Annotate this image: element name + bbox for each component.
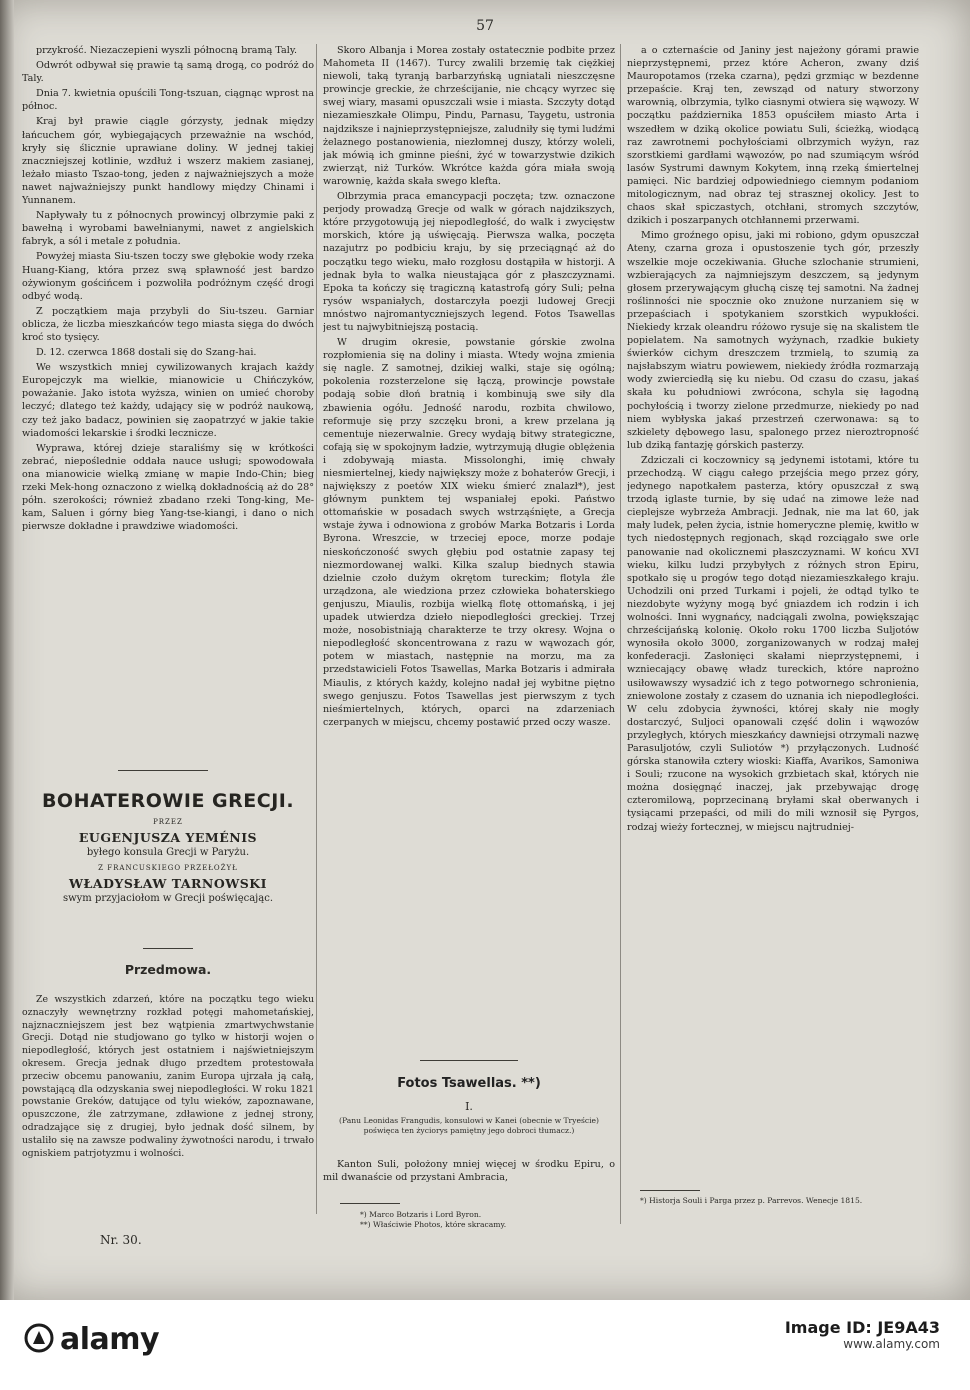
footnote: **) Właściwie Photos, które skracamy. — [360, 1220, 507, 1229]
footnotes — [360, 1210, 610, 1230]
paragraph: Dnia 7. kwietnia opuścili Tong-tszuan, ciągnąc wprost na północ. — [22, 88, 314, 113]
paragraph: Zdziczali ci koczownicy są jedynemi istotami, które tu przechodzą. W ciągu całego przejścia mego przez góry, jedynego napotkałem pasterza, który opuszczał z swą trzodą iglaste turnie, by się udać na zimowe leże nad cieplejsze wybrzeża Ambracji. Jednak, nie ma lat 60, jak mały ludek, pełen życia, istnie homeryczne plemię, kwitło w tych niedostępnych regjonach, skąd rozciągało swe orle panowanie nad okolicznemi płaszczyznami. W końcu XVI wieku, kilku ludzi przybyłych z różnych stron Epiru, spotkało się u progów tego dotąd niezamieszkałego kraju. Uchodzili oni przed Turkami i pojeli, że odtąd tylko te niezdobyte wyżyny mogą być gniazdem ich rodzin i ich wolności. Inni wygnańcy, nadciągali zwolna, powiększając chrześcijańską kolonię. Około roku 1700 liczba Suljotów wynosiła około 3000, zorganizowanych w rodzaj małej konfederacji. Zasłonięci skałami nieprzystępnemi, i wzniecający obawę władz tureckich, które naprożno usiłowawszy wysadzić ich z tego potwornego schronienia, zniewolone zostały z czasem do uznania ich niepodległości. W celu zdobycia żywności, której skały nie mogły dostarczyć, Suljoci opanowali część dolin i wąwozów przyległych, których mieszkańcy dawniejsi otrzymali nazwę Parasuljotów, czyli Suliotów *) przyłączonych. Ludność górska stanowiła cztery wioski: Kiaffa, Avarikos, Samoniwa i Souli; rzucone na wysokich grzbietach skał, których nie można dosięgnąć inaczej, jak przebywając drogę czteromilową, poprzecinaną bryłami skał oberwanych i tysiącami przepaści, od mili do mili wznosił się Pyrgos, rodzaj wieży fortecznej, w miejscu najtrudniej- — [627, 454, 919, 833]
preface-text — [22, 994, 314, 1222]
paragraph: Napływały tu z północnych prowincyj olbrzymie paki z bawełną i wyrobami bawełnianymi, nawet z angielskich fabryk, a sól i metale z południa. — [22, 210, 314, 248]
paragraph: Skoro Albanja i Morea zostały ostatecznie podbite przez Mahometa II (1467). Turcy zwalili brzemię tak ciężkiej niewoli, taką tyranją barbarzyńską ugniatali nieszczęsne prowincje greckie, że chrześcijanie, nie chcący wyrzec się swej wiary, masami opuszczali wsie i miasta. Szczyty dotąd niezamieszkałe Olimpu, Pindu, Parnasu, Taygetu, ustronia najdziksze i najnieprzystępniejsze, zaludniły się tymi ludźmi żelaznego postanowienia, niezłomnej duszy, którzy woleli, jak mówią ich gminne pieśni, żyć w towarzystwie dzikich zwierząt, niż Turków. Wkrótce każda góra miała swoją warownię, każda skała swego klefta. — [323, 45, 615, 187]
binding-gutter-shadow — [0, 0, 14, 1300]
paragraph: Odwrót odbywał się prawie tą samą drogą, co podróż do Taly. — [22, 60, 314, 85]
translated-label: Z FRANCUSKIEGO PRZEŁOŻYŁ — [98, 864, 238, 872]
paragraph: Powyżej miasta Siu-tszen toczy swe głębokie wody rzeka Huang-Kiang, która przez swą spławność jest bardzo ożywionym gościńcem i pozwoliła podróżnym część drogi odbyć wodą. — [22, 251, 314, 302]
preface-heading: Przedmowa. — [124, 962, 212, 977]
section-divider — [118, 770, 208, 771]
footnote: *) Marco Botzaris i Lord Byron. — [360, 1210, 482, 1219]
column-3 — [627, 44, 919, 1204]
brand-url: www.alamy.com — [843, 1337, 940, 1351]
section-divider — [420, 1060, 518, 1061]
section-divider — [143, 948, 193, 949]
column-1 — [22, 44, 314, 704]
issue-number: Nr. 30. — [100, 1233, 142, 1247]
footnote: *) Historja Souli i Parga przez p. Parrevos. Wenecje 1815. — [640, 1196, 863, 1205]
paragraph: Kanton Suli, położony mniej więcej w środku Epiru, o mil dwanaście od przystani Ambracia, — [323, 1159, 615, 1184]
chapter-number: I. — [465, 1100, 473, 1113]
paragraph: Mimo groźnego opisu, jaki mi robiono, gdym opuszczał Ateny, czarna groza i opustoszenie tych gór, przeszły wszelkie moje oczekiwania. Głuche szlochanie strumieni, wzbierających za najmniejszym deszczem, są jedynym głosem przerywającym głuchą ciszę tej samotni. Na żadnej roślinności nie spocznie oko znużone nurzaniem się w przepaściach i spotykaniem szorstkich wypukłości. Niekiedy krzak oleandru różowo rysuje się na skalistem tle popielatem. Na samotnych wyżynach, rzadkie bukiety świerków cichym dreszczem trzmielą, to szumią za najsłabszym wiatru powiewem, niekiedy żródła rozmarzają wody zwierciedłą się ku niebu. Od czasu do czasu, jakaś skała ku południowi zwrócona, schyla się łagodną pochyłością i tworzy zielone przedmurze, niekiedy po nad niem wybłyska jakaś przestrzeń czerwonawa: są to szkielety dębowego lasu, spalonego przez nieroztropność lub dziką fantazję górskich pasterzy. — [627, 230, 919, 451]
author-name: EUGENJUSZA YEMÉNIS — [78, 830, 258, 845]
paragraph: Ze wszystkich zdarzeń, które na początku tego wieku oznaczyły wewnętrzny rozkład potęgi mahometańskiej, najznaczniejszem jest bez wątpienia zmartwychwstanie Grecji. Dotąd nie studjowano go tylko w historji wojen o niepodległość, których jest ostatniem i najświetniejszym okresem. Grecja jednak długo przedtem protestowała przeciw obcemu panowaniu, zanim Europa ujrzała ją całą, powstającą dla odzyskania swej niepodległości. W roku 1821 powstanie Greków, datujące od tylu wieków, zapoznawane, opuszczone, źle zatrzymane, zdławione z jednej strony, odradzające się z drugiej, było jednak dość silnem, by ustaliło się na zawsze podwaliny żywotności narodu, i trwało ogniskiem patrjotyzmu i wolności. — [22, 994, 314, 1159]
paragraph: Olbrzymia praca emancypacji poczęta; tzw. oznaczone perjody prowadzą Grecje od walk w górach najdzikszych, które przygotowują jej niepodległość, do walk i zwycięstw morskich, które ją uświęcają. Pierwsza walka, poczęta nazajutrz po podbiciu kraju, by się przeciągnąć aż do początku tego wieku, mało rozgłosu dostąpiła w historji. A jednak była to walka nieustająca gór z płaszczyznami. Epoka ta kończy się tragiczną katastrofą góry Suli; pełna rysów wspaniałych, dostarczyła poezji ludowej Grecji mnóstwo najromantyczniejszych legend. Fotos Tsawellas jest tu najwybitniejszą postacią. — [323, 191, 615, 333]
chapter-text — [323, 1158, 615, 1198]
paragraph: Wyprawa, której dzieje staraliśmy się w krótkości zebrać, niepoślednie oddała nauce usługi; spowodowała ona mianowicie wielką zmianę w mapie Indo-Chin; bieg rzeki Mek-hong oznaczono z wielką dokładnością aż do 28° półn. szerokości; również zbadano rzeki Tong-king, Me-kam, Saluen i górny bieg Yang-tse-kiangi, i dano o nich pierwsze dokładne i prawdziwe wiadomości. — [22, 442, 314, 533]
alamy-logo — [24, 1322, 159, 1357]
page-number: 57 — [476, 18, 494, 34]
image-id-block — [785, 1318, 940, 1351]
column-separator — [620, 44, 621, 1224]
brand-name: alamy — [60, 1322, 160, 1357]
paragraph: W drugim okresie, powstanie górskie zwolna rozpłomienia się na doliny i miasta. Wtedy wojna zmienia się nagle. Z samotnej, dzikiej walki, staje się ogólną; pokolenia rozsterzelone się łączą, prowincje powstałe podają sobie dłoń bratnią i kombinują swe siły dla zbawienia ogółu. Jedność narodu, rozbita chwilowo, reformuje się przy szczęku broni, a krew przelana ją cementuje niezerwalnie. Grecy wydają bitwy strategiczne, cofają się w spokojnym ładzie, wytrzymują długie oblężenia i zdobywają miasta. Missolonghi, imię chwały niesmiertelnej, kiedy największy może z bohaterów Grecji, i największy z poetów XIX wieku śmierć znalazł*), jest głównym punktem tej wspaniałej epoki. Państwo ottomańskie w posadach swych wstrząśnięte, a Grecja wstaje żywa i odnowiona z grobów Marka Botzaris i Lorda Byrona. Wreszcie, w trzeciej epoce, morze podaje nieskończoność swych głębiu pod ostatnie zapasy tej niezmordowanej walki. Kilka szalup biednych stawia dzielnie czoło dużym okrętom tureckim; flotyla źle urządzona, ale wiedziona przez człowieka bohaterskiego genjuszu, Miaulis, rozbija wielką flotę ottomańską, i jej upadek utwierdza dzieło niepodległości greckiej. Trzej może, nosobistniają charakterze te trzy okresy. Wojna o niepodległość skoncentrowana z razu w wąwozach gór, potem w miastach, następnie na morzu, ma za przedstawicieli Fotos Tsawellas, Marka Botzaris i admirała Miaulis, z których każdy, kolejno nadał jej wybitne piętno swego genjuszu. Fotos Tsawellas jest pierwszym z tych nieśmiertelnych, których, oparci na zdarzeniach czerpanych w miejscu, chcemy postawić przed oczy wasze. — [323, 337, 615, 728]
paragraph: Kraj był prawie ciągle górzysty, jednak między łańcuchem gór, wybiegających przeważnie na wschód, kryły się ślicznie uprawiane doliny. W jednej takiej znaczniejszej kotlinie, wzdłuż i wszerz makiem zasianej, leżało miasto Tszao-tong, jeden z najważniejszych a może nawet najważniejszy punkt handlowy między Chinami i Yunnanem. — [22, 116, 314, 207]
footnote-rule — [340, 1203, 400, 1204]
paragraph: a o czternaście od Janiny jest najeżony górami prawie nieprzystępnemi, przez które Acheron, zwany dziś Mauropotamos (rzeka czarna), pędzi grzmiąc w bezdenne przepaście. Kraj ten, zewsząd od natury stworzony warownią, olbrzymia, tylko ciasnymi otwiera się wąwozy. W początku października 1853 opuściłem miasto Arta i wszedłem w dziką okolice powiatu Suli, ścieżką, wiodącą raz zawrotnemi pochyłościami olbrzymich wyżyn, raz szorstkiemi gardłami wąwozów, po nad szumiącym wśród lasów Systrumi dawnym Kokytem, inną rzeką śmiertelnej pamięci. Nic bardziej odpowiedniego ciemnym podaniom mitologicznym, nad obraz tej strasznej okolicy. Jest to chaos skał spiczastych, otchłani, stromych szczytów, dzikich i poszarpanych otchłannemi przerwami. — [627, 45, 919, 227]
chapter-dedication: (Panu Leonidas Frangudis, konsulowi w Kanei (obecnie w Tryeście) poświęca ten życiorys pamiętny jego dobroci tłumacz.) — [339, 1116, 599, 1135]
article-title: BOHATEROWIE GRECJI. — [41, 790, 295, 812]
paragraph: przykrość. Niezaczepieni wyszli północną bramą Taly. — [36, 45, 298, 56]
chapter-title: Fotos Tsawellas. **) — [397, 1076, 541, 1091]
paragraph: D. 12. czerwca 1868 dostali się do Szang-hai. — [36, 347, 257, 359]
paragraph: We wszystkich mniej cywilizowanych krajach każdy Europejczyk ma wielkie, mianowicie u Chińczyków, poważanie. Jako istota wyższa, winien on umieć choroby leczyć; dlatego też każdy, udający się w podróż naukową, czy też jako badacz, powinien się zaopatrzyć w jakie takie wiadomości lekarskie i środki lecznicze. — [22, 362, 314, 439]
alamy-logo-icon — [24, 1323, 54, 1353]
column-2 — [323, 44, 615, 1054]
translator-name: WŁADYSŁAW TARNOWSKI — [68, 876, 268, 891]
image-id: Image ID: JE9A43 — [784, 1318, 940, 1337]
author-role: byłego konsula Grecji w Paryżu. — [86, 847, 250, 858]
column-separator — [316, 44, 317, 1214]
dedication: swym przyjaciołom w Grecji poświęcając. — [62, 893, 274, 904]
article-header — [22, 790, 314, 904]
paragraph: Z początkiem maja przybyli do Siu-tszeu. Garniar oblicza, że liczba mieszkańców tego miasta sięga do dwóch kroć sto tysięcy. — [22, 305, 314, 343]
footnote-rule — [640, 1190, 700, 1191]
by-label: PRZEZ — [153, 818, 183, 826]
